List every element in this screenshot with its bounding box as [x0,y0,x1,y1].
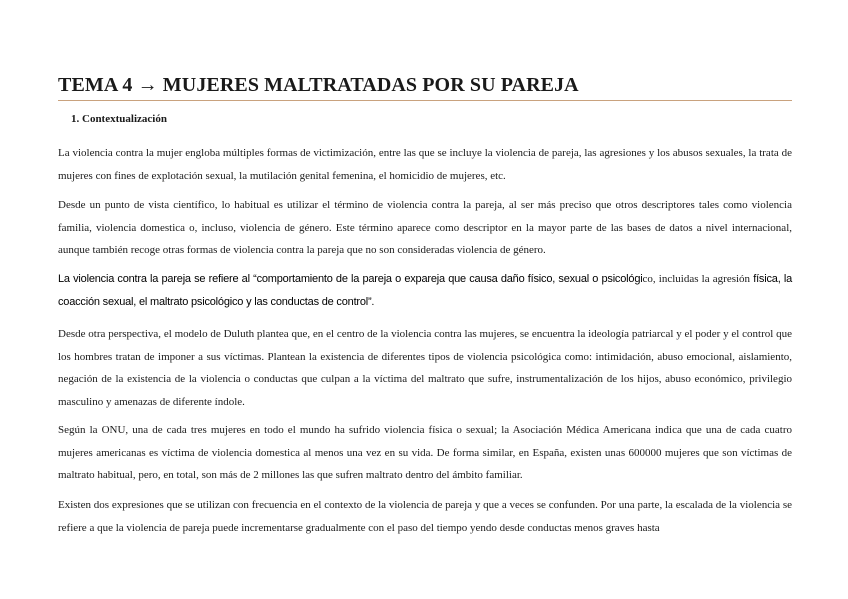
paragraph-3-text: co, incluidas la agresión [642,273,754,285]
paragraph-1: La violencia contra la mujer engloba múltiples formas de victimización, entre las que se incluye la violencia de pareja, las agresiones y los abusos sexuales, la trata de mujeres con fines de explotación sexual, la mutilación genital femenina, el homicidio de mujeres, etc. [58,147,792,182]
paragraph-6: Existen dos expresiones que se utilizan con frecuencia en el contexto de la violencia de pareja y que a veces se confunden. Por una parte, la escalada de la violencia se refiere a que la violencia de pareja puede incrementarse gradualmente con el paso del tiempo yendo desde conductas menos graves hasta [58,499,792,534]
paragraph-2: Desde un punto de vista científico, lo habitual es utilizar el término de violencia contra la pareja, al ser más preciso que otros descriptores tales como violencia familia, violencia domestica o, incluso, violencia de género. Este término aparece como descriptor en la mayor parte de las bases de datos a nivel internacional, aunque también recoge otras formas de violencia contra la pareja que no son consideradas violencia de género. [58,199,792,256]
definition-quote: La violencia contra la pareja se refiere al “comportamiento de la pareja o expareja que causa daño físico, sexual o psicológi [58,273,643,285]
paragraph-4: Desde otra perspectiva, el modelo de Duluth plantea que, en el centro de la violencia contra las mujeres, se encuentra la ideología patriarcal y el poder y el control que los hombres tratan de imponer a sus víctimas. Plantean la existencia de diferentes tipos de violencia psicológica como: intimidación, abuso emocional, aislamiento, negación de la existencia de la violencia o conductas que culpan a la víctima del maltrato que sufre, instrumentalización de los hijos, abuso económico, privilegio masculino y amenazas de diferente índole. [58,328,792,408]
section-heading: 1. Contextualización [71,113,167,125]
document-title: TEMA 4 → MUJERES MALTRATADAS POR SU PAREJA [58,74,792,101]
paragraph-3 [58,268,792,313]
definition-quote-end: física, la coacción sexual, el maltrato psicológico y las conductas de control” [58,273,792,308]
paragraph-3-end: . [371,295,375,308]
paragraph-5: Según la ONU, una de cada tres mujeres en todo el mundo ha sufrido violencia física o sexual; la Asociación Médica Americana indica que una de cada cuatro mujeres americanas es víctima de violencia domestica al menos una vez en su vida. De forma similar, en España, existen unas 600000 mujeres que son víctimas de maltrato habitual, pero, en total, son más de 2 millones las que sufren maltrato dentro del ámbito familiar. [58,424,792,481]
